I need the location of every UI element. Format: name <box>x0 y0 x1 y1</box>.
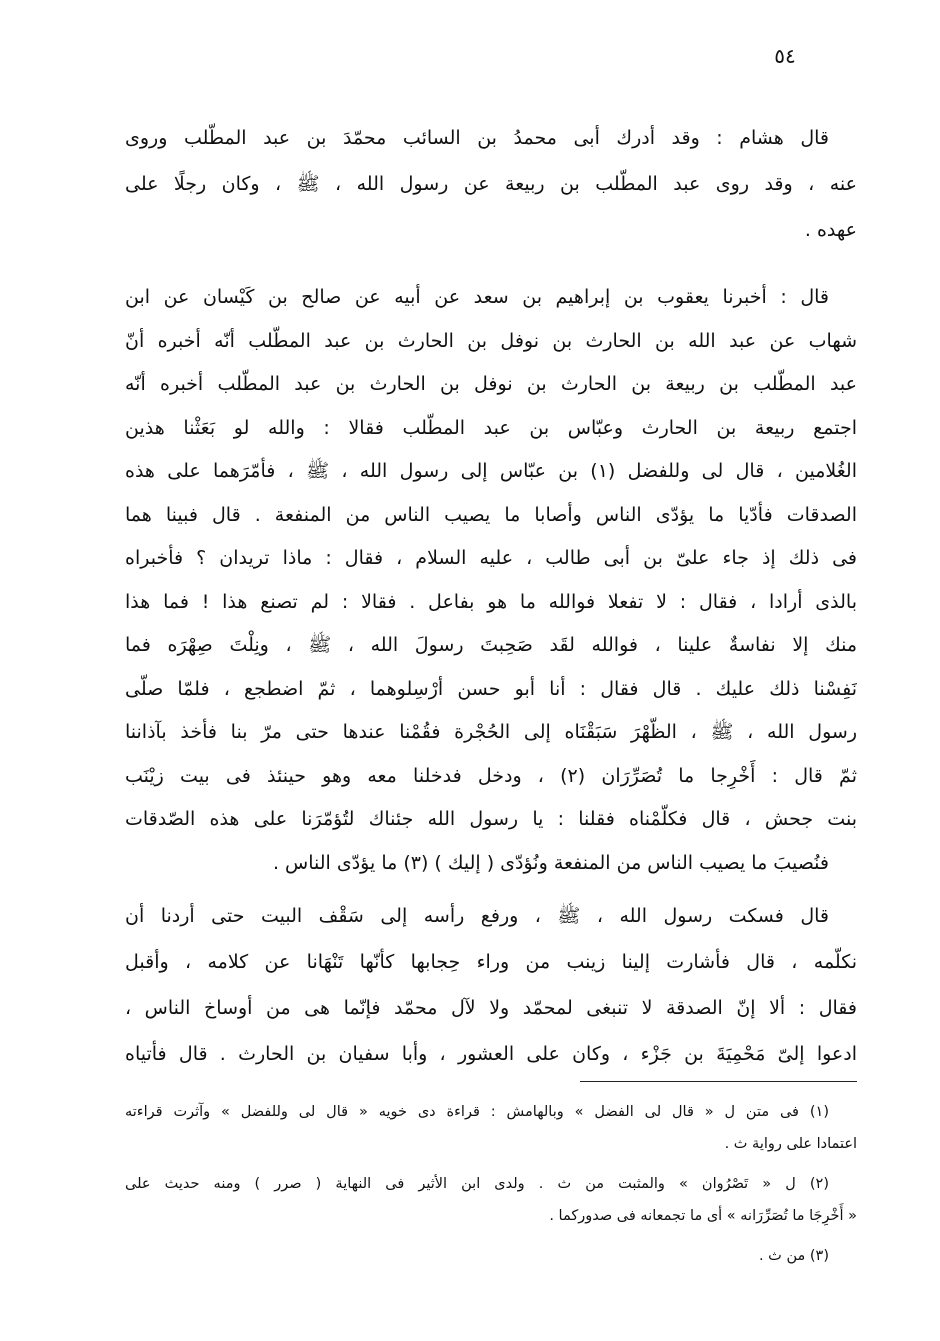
footnote-line: (٣) من ث . <box>758 1248 829 1264</box>
text-line: بالذى أرادا ، فقال : لا تفعلا فوالله ما هو بفاعل . فقالا : لم تصنع هذا ! فما هذا <box>125 590 857 613</box>
text-line: الصدقات فأدّيا ما يؤدّى الناس وأصابا ما يصيب الناس من المنفعة . قال فبينا هما <box>125 503 857 526</box>
page-number: ٥٤ <box>774 44 796 68</box>
text-line: بنت جحش ، قال فكلّمْناه فقلنا : يا رسول الله جئناك لتُؤمّرَنا على هذه الصّدقات <box>125 808 857 830</box>
footnote-line: (١) فى متن ل « قال لى الفضل » وبالهامش : قراءة دى خويه « قال لى وللفضل » وآثرت قراءته <box>125 1104 829 1120</box>
text-line: منك إلا نفاسةٌ علينا ، فوالله لقَد صَحِبتَ رسولَ الله ، ﷺ ، ونِلْتَ صِهْرَه فما <box>125 634 857 656</box>
text-line: رسول الله ، ﷺ ، الظّهْرَ سَبَقْنَاه إلى الحُجْرة فقُمْنا عندها حتى مرّ بنا فأخذ بآذاننا <box>125 721 857 743</box>
paragraph-1 <box>125 115 857 253</box>
footnote-line: اعتمادا على رواية ث . <box>724 1136 857 1152</box>
text-line: اجتمع ربيعة بن الحارث وعبّاس بن عبد المطّلب فقالا : والله لو بَعَثْنا هذين <box>125 416 857 439</box>
text-line: الغُلامين ، قال لى وللفضل (١) بن عبّاس إلى رسول الله ، ﷺ ، فأمّرَهما على هذه <box>125 460 857 482</box>
footnote-line: « أَخْرِجَا ما تُصَرِّرَانه » أى ما تجمعانه فى صدوركما . <box>549 1208 857 1224</box>
text-line: قال فسكت رسول الله ، ﷺ ، ورفع رأسه إلى سَقْف البيت حتى أردنا أن <box>125 905 829 927</box>
text-line: فنُصيبَ ما يصيب الناس من المنفعة ونُؤدّى ( إليك ) (٣) ما يؤدّى الناس . <box>272 851 829 874</box>
text-line: قال هشام : وقد أدرك أبى محمدُ بن السائب محمّدَ بن عبد المطّلب وروى <box>125 127 829 149</box>
text-line: فى ذلك إذ جاء علىّ بن أبى طالب ، عليه السلام ، فقال : ماذا تريدان ؟ فأخبراه <box>125 547 857 569</box>
text-line: نكلّمه ، قال فأشارت إلينا زينب من وراء حِجابها كأنّها تَنْهَانا عن كلامه ، وأقبل <box>125 951 857 973</box>
footnote-divider <box>580 1081 857 1082</box>
text-line: عنه ، وقد روى عبد المطّلب بن ربيعة عن رسول الله ، ﷺ ، وكان رجلًا على <box>125 173 857 195</box>
text-line: نَفِسْنا ذلك عليك . قال فقال : أنا أبو حسن أرْسِلوهما ، ثمّ اضطجع ، فلمّا صلّى <box>125 677 857 700</box>
paragraph-3 <box>125 893 857 1077</box>
text-line: فقال : ألا إنّ الصدقة لا تنبغى لمحمّد ولا لآل محمّد فإنّما هى من أوساخ الناس ، <box>125 997 857 1019</box>
text-line: قال : أخبرنا يعقوب بن إبراهيم بن سعد عن أبيه عن صالح بن كَيْسان عن ابن <box>125 286 829 308</box>
text-line: ادعوا إلىّ مَحْمِيَةَ بن جَزْء ، وكان على العشور ، وأبا سفيان بن الحارث . قال فأتياه <box>125 1043 857 1065</box>
footnotes <box>125 1096 857 1272</box>
paragraph-2 <box>125 276 857 885</box>
text-line: عهده . <box>804 219 857 241</box>
text-line: عبد المطّلب بن ربيعة بن الحارث بن نوفل بن الحارث بن عبد المطّلب أخبره أنّه <box>125 373 857 395</box>
text-line: شهاب عن عبد الله بن الحارث بن نوفل بن الحارث بن عبد المطّلب أنّه أخبره أنّ <box>125 329 857 352</box>
footnote-line: (٢) ل « تَصْرُوان » والمثبت من ث . ولدى ابن الأثير فى النهاية ( صرر ) ومنه حديث على <box>125 1176 829 1192</box>
text-line: ثمّ قال : أَخْرِجا ما تُصَرِّرَان (٢) ، ودخل فدخلنا معه وهو حينئذ فى بيت زيْنَب <box>125 764 857 787</box>
